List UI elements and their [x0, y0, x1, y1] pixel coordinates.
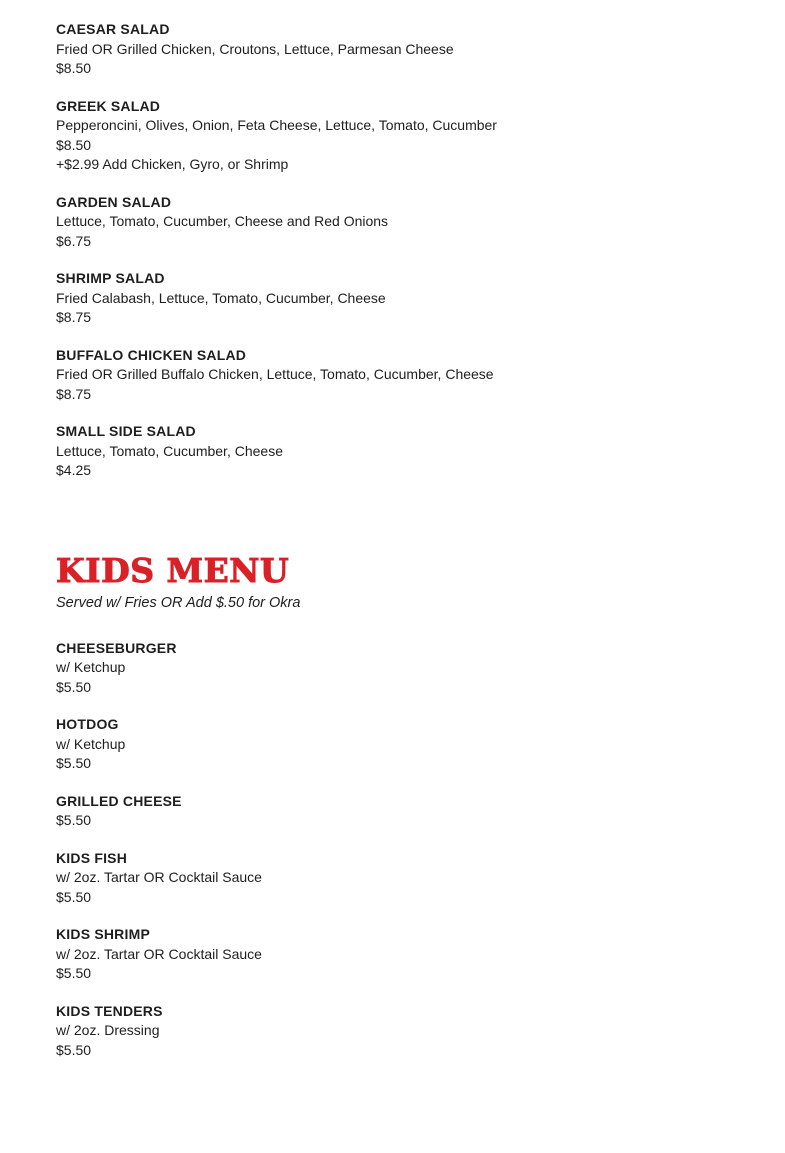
menu-item: [56, 269, 729, 328]
item-name: SMALL SIDE SALAD: [56, 423, 196, 439]
item-price: $5.50: [56, 1041, 92, 1058]
item-price: $8.50: [56, 136, 92, 153]
item-price: $6.75: [56, 232, 92, 249]
item-price: $5.50: [56, 755, 92, 771]
kids-menu-section: [56, 551, 729, 1061]
kids-items-list: [56, 639, 729, 1061]
item-price: $8.75: [56, 309, 92, 325]
item-name: GREEK SALAD: [56, 97, 161, 114]
menu-item: [56, 715, 729, 774]
item-name: HOTDOG: [56, 716, 119, 732]
menu-item: [56, 925, 729, 984]
item-price: $4.25: [56, 462, 92, 478]
item-name: KIDS SHRIMP: [56, 926, 150, 942]
item-name: BUFFALO CHICKEN SALAD: [56, 346, 247, 363]
menu-item: [56, 639, 729, 698]
item-description: w/ 2oz. Tartar OR Cocktail Sauce: [56, 869, 262, 885]
salads-items-list: [56, 20, 729, 481]
salads-section: [56, 20, 729, 481]
item-description: Pepperoncini, Olives, Onion, Feta Cheese, Lettuce, Tomato, Cucumber: [56, 117, 497, 133]
item-note: +$2.99 Add Chicken, Gyro, or Shrimp: [56, 156, 289, 172]
item-description: w/ 2oz. Dressing: [56, 1022, 160, 1038]
item-description: Lettuce, Tomato, Cucumber, Cheese: [56, 442, 283, 459]
menu-item: [56, 193, 729, 252]
kids-menu-subtitle: Served w/ Fries OR Add $.50 for Okra: [56, 594, 301, 611]
item-description: w/ Ketchup: [56, 659, 126, 675]
item-name: KIDS FISH: [56, 849, 128, 866]
item-description: w/ Ketchup: [56, 735, 126, 752]
item-description: w/ 2oz. Tartar OR Cocktail Sauce: [56, 945, 262, 962]
item-name: KIDS TENDERS: [56, 1002, 163, 1019]
item-price: $8.50: [56, 60, 92, 76]
item-price: $5.50: [56, 812, 92, 828]
item-name: GARDEN SALAD: [56, 193, 172, 210]
menu-item: [56, 849, 729, 908]
menu-item: [56, 346, 729, 405]
item-name: GRILLED CHEESE: [56, 792, 182, 809]
item-name: SHRIMP SALAD: [56, 270, 165, 286]
menu-item: [56, 1002, 729, 1061]
item-description: Lettuce, Tomato, Cucumber, Cheese and Red Onions: [56, 213, 389, 229]
menu-item: [56, 20, 729, 79]
item-price: $5.50: [56, 678, 92, 695]
item-description: Fried OR Grilled Buffalo Chicken, Lettuce, Tomato, Cucumber, Cheese: [56, 366, 494, 382]
item-description: Fried OR Grilled Chicken, Croutons, Lettuce, Parmesan Cheese: [56, 40, 454, 57]
kids-menu-title: KIDS MENU: [56, 550, 290, 590]
item-description: Fried Calabash, Lettuce, Tomato, Cucumber, Cheese: [56, 289, 386, 306]
menu-item: [56, 422, 729, 481]
menu-item: [56, 792, 729, 831]
item-name: CAESAR SALAD: [56, 21, 170, 37]
menu-item: [56, 97, 729, 175]
item-price: $5.50: [56, 888, 92, 905]
item-price: $5.50: [56, 965, 92, 981]
item-price: $8.75: [56, 385, 92, 402]
item-name: CHEESEBURGER: [56, 639, 177, 656]
